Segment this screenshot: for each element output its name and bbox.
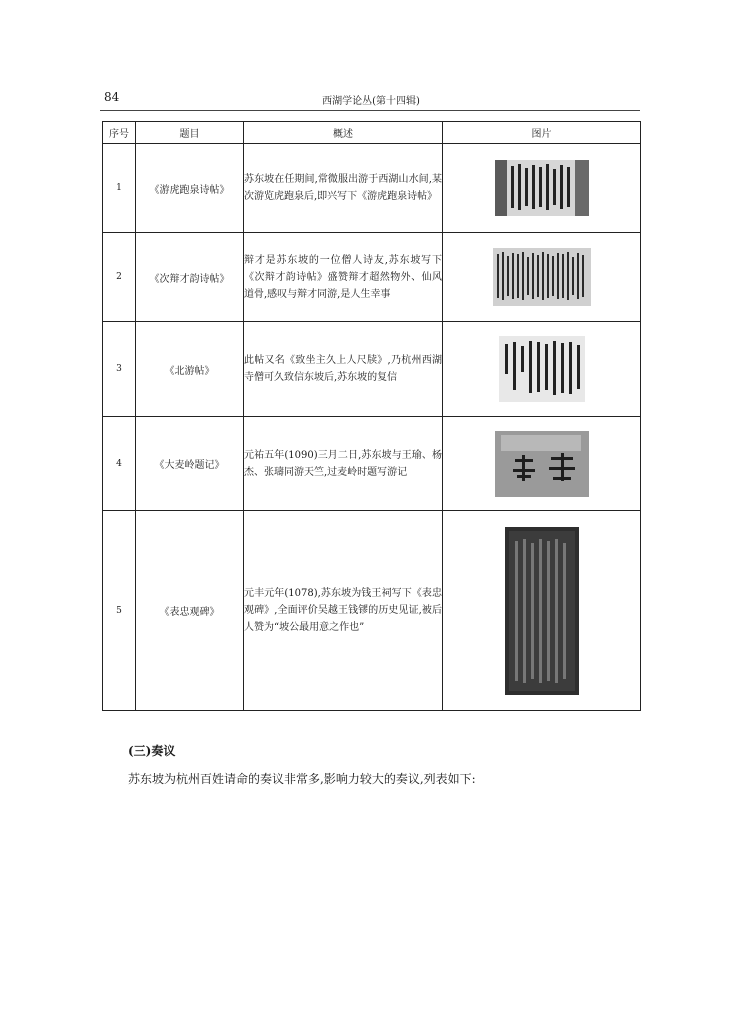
- body-paragraph: 苏东坡为杭州百姓请命的奏议非常多,影响力较大的奏议,列表如下:: [128, 772, 476, 786]
- row-summary: 此帖又名《致坐主久上人尺牍》,乃杭州西湖寺僧可久致信东坡后,苏东坡的复信: [244, 322, 443, 417]
- page-number: 84: [104, 90, 120, 104]
- column-header-title: 题目: [136, 122, 244, 144]
- row-image-cell: [443, 144, 641, 233]
- section-heading: (三)奏议: [128, 744, 176, 758]
- row-index: 2: [103, 233, 136, 322]
- row-title: 《北游帖》: [136, 322, 244, 417]
- stone-inscription-icon: [495, 431, 589, 497]
- row-image-cell: [443, 417, 641, 511]
- table-header-row: [103, 122, 641, 144]
- row-title: 《表忠观碑》: [136, 511, 244, 711]
- row-title: 《游虎跑泉诗帖》: [136, 144, 244, 233]
- stele-rubbing-icon: [505, 527, 579, 695]
- row-summary: 苏东坡在任期间,常微服出游于西湖山水间,某次游览虎跑泉后,即兴写下《游虎跑泉诗帖》: [244, 144, 443, 233]
- row-image-cell: [443, 322, 641, 417]
- table-row: [103, 322, 641, 417]
- header-rule: [100, 110, 640, 111]
- table-row: [103, 233, 641, 322]
- calligraphy-scroll-icon: [495, 160, 589, 216]
- row-index: 5: [103, 511, 136, 711]
- table-row: [103, 417, 641, 511]
- row-summary: 元祐五年(1090)三月二日,苏东坡与王瑜、杨杰、张璹同游天竺,过麦岭时题写游记: [244, 417, 443, 511]
- row-image-cell: [443, 511, 641, 711]
- row-image-cell: [443, 233, 641, 322]
- row-index: 4: [103, 417, 136, 511]
- row-index: 1: [103, 144, 136, 233]
- column-header-index: 序号: [103, 122, 136, 144]
- row-title: 《大麦岭题记》: [136, 417, 244, 511]
- row-summary: 辩才是苏东坡的一位僧人诗友,苏东坡写下《次辩才韵诗帖》盛赞辩才超然物外、仙风道骨,感叹与辩才同游,是人生幸事: [244, 233, 443, 322]
- column-header-summary: 概述: [244, 122, 443, 144]
- row-index: 3: [103, 322, 136, 417]
- row-title: 《次辩才韵诗帖》: [136, 233, 244, 322]
- row-summary: 元丰元年(1078),苏东坡为钱王祠写下《表忠观碑》,全面评价吴越王钱镠的历史见证,被后人赞为“坡公最用意之作也”: [244, 511, 443, 711]
- works-table: [102, 121, 641, 711]
- column-header-image: 图片: [443, 122, 641, 144]
- table-row: [103, 144, 641, 233]
- running-title: 西湖学论丛(第十四辑): [322, 96, 420, 107]
- calligraphy-letter-icon: [499, 336, 585, 402]
- table-row: [103, 511, 641, 711]
- calligraphy-scroll-icon: [493, 248, 591, 306]
